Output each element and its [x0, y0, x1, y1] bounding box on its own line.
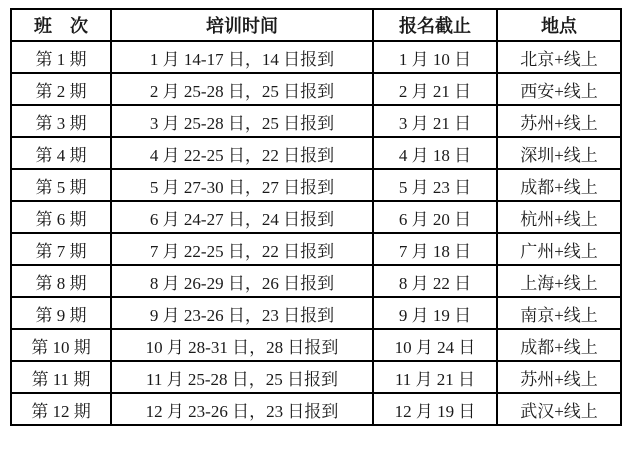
table-cell-deadline: 7 月 18 日	[373, 233, 497, 265]
table-cell-time: 1 月 14-17 日，14 日报到	[111, 41, 373, 73]
table-cell-location: 成都+线上	[497, 169, 621, 201]
table-cell-session: 第 7 期	[11, 233, 111, 265]
table-cell-session: 第 6 期	[11, 201, 111, 233]
header-cell-deadline: 报名截止	[373, 9, 497, 41]
table-header-row	[11, 9, 621, 41]
table-cell-deadline: 10 月 24 日	[373, 329, 497, 361]
table-cell-deadline: 4 月 18 日	[373, 137, 497, 169]
table-row	[11, 265, 621, 297]
table-cell-location: 杭州+线上	[497, 201, 621, 233]
table-cell-deadline: 12 月 19 日	[373, 393, 497, 425]
table-cell-location: 西安+线上	[497, 73, 621, 105]
table-cell-deadline: 9 月 19 日	[373, 297, 497, 329]
table-row	[11, 73, 621, 105]
table-cell-deadline: 8 月 22 日	[373, 265, 497, 297]
table-cell-location: 武汉+线上	[497, 393, 621, 425]
table-cell-time: 3 月 25-28 日，25 日报到	[111, 105, 373, 137]
table-cell-deadline: 11 月 21 日	[373, 361, 497, 393]
table-cell-session: 第 3 期	[11, 105, 111, 137]
table-cell-time: 10 月 28-31 日，28 日报到	[111, 329, 373, 361]
table-row	[11, 297, 621, 329]
table-cell-deadline: 5 月 23 日	[373, 169, 497, 201]
table-row	[11, 233, 621, 265]
table-cell-time: 5 月 27-30 日，27 日报到	[111, 169, 373, 201]
table-cell-location: 苏州+线上	[497, 361, 621, 393]
table-cell-time: 11 月 25-28 日，25 日报到	[111, 361, 373, 393]
header-cell-session: 班 次	[11, 9, 111, 41]
table-cell-session: 第 1 期	[11, 41, 111, 73]
table-row	[11, 137, 621, 169]
table-cell-session: 第 11 期	[11, 361, 111, 393]
table-row	[11, 41, 621, 73]
table-cell-location: 苏州+线上	[497, 105, 621, 137]
table-cell-deadline: 1 月 10 日	[373, 41, 497, 73]
table-row	[11, 393, 621, 425]
table-cell-session: 第 8 期	[11, 265, 111, 297]
table-cell-location: 广州+线上	[497, 233, 621, 265]
table-cell-deadline: 2 月 21 日	[373, 73, 497, 105]
table-cell-session: 第 12 期	[11, 393, 111, 425]
header-cell-time: 培训时间	[111, 9, 373, 41]
table-cell-time: 12 月 23-26 日，23 日报到	[111, 393, 373, 425]
table-cell-time: 7 月 22-25 日，22 日报到	[111, 233, 373, 265]
table-row	[11, 105, 621, 137]
table-cell-session: 第 4 期	[11, 137, 111, 169]
table-cell-location: 上海+线上	[497, 265, 621, 297]
table-cell-session: 第 5 期	[11, 169, 111, 201]
table-cell-time: 6 月 24-27 日，24 日报到	[111, 201, 373, 233]
table-cell-deadline: 6 月 20 日	[373, 201, 497, 233]
table-cell-time: 4 月 22-25 日，22 日报到	[111, 137, 373, 169]
table-cell-location: 北京+线上	[497, 41, 621, 73]
table-cell-time: 8 月 26-29 日，26 日报到	[111, 265, 373, 297]
table-cell-location: 成都+线上	[497, 329, 621, 361]
table-cell-session: 第 9 期	[11, 297, 111, 329]
training-schedule-table	[10, 8, 622, 426]
table-cell-time: 9 月 23-26 日，23 日报到	[111, 297, 373, 329]
table-cell-session: 第 2 期	[11, 73, 111, 105]
table-row	[11, 169, 621, 201]
table-row	[11, 361, 621, 393]
table-cell-deadline: 3 月 21 日	[373, 105, 497, 137]
table-cell-location: 深圳+线上	[497, 137, 621, 169]
header-cell-location: 地点	[497, 9, 621, 41]
table-cell-session: 第 10 期	[11, 329, 111, 361]
table-cell-time: 2 月 25-28 日，25 日报到	[111, 73, 373, 105]
table-cell-location: 南京+线上	[497, 297, 621, 329]
table-row	[11, 329, 621, 361]
table-row	[11, 201, 621, 233]
